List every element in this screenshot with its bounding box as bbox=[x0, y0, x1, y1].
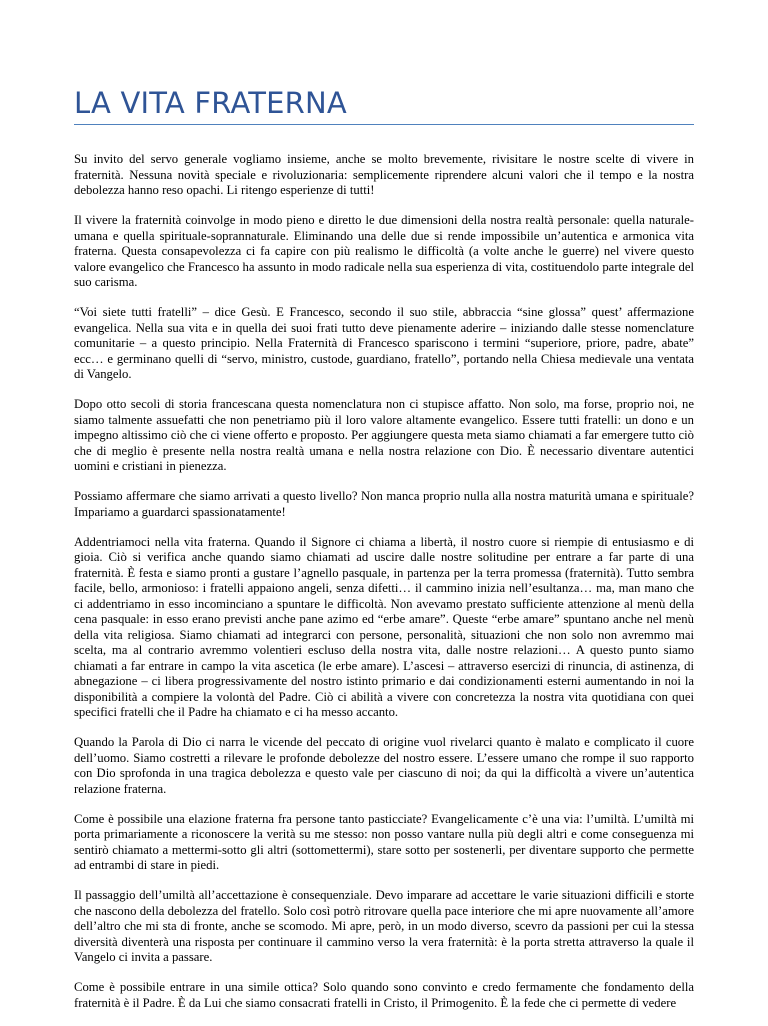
paragraph: Dopo otto secoli di storia francescana questa nomenclatura non ci stupisce affatto. Non solo, ma forse, proprio noi, ne siamo talmente assuefatti che non penetriamo più il loro valore altamente evangelico. Essere tutti fratelli: un dono e un impegno altissimo ciò che ci viene offerto e proposto. Per aggiungere questa meta siamo chiamati a far emergere tutto ciò che di meglio è presente nella nostra realtà umana e nella nostra relazione con Dio. È necessario diventare autentici uomini e cristiani in pienezza. bbox=[74, 397, 694, 473]
document-title: LA VITA FRATERNA bbox=[74, 86, 347, 120]
paragraph: Su invito del servo generale vogliamo insieme, anche se molto brevemente, rivisitare le nostre scelte di vivere in fraternità. Nessuna novità speciale e rivoluzionaria: semplicemente riprendere alcuni valori che il tempo e la nostra debolezza hanno reso opachi. Li ritengo esperienze di tutti! bbox=[74, 152, 694, 197]
paragraph: Quando la Parola di Dio ci narra le vicende del peccato di origine vuol rivelarci quanto è malato e complicato il cuore dell’uomo. Siamo costretti a rilevare le profonde debolezze del nostro essere. L’essere umano che rompe il suo rapporto con Dio sprofonda in una tragica debolezza e questo vale per ciascuno di noi; da qui la difficoltà a vivere un’autentica relazione fraterna. bbox=[74, 735, 694, 796]
paragraph: Come è possibile una elazione fraterna fra persone tanto pasticciate? Evangelicamente c’è una via: l’umiltà. L’umiltà mi porta primariamente a riconoscere la verità su me stesso: non posso vantare nulla più degli altri e come conseguenza mi sentirò chiamato a mettermi-sotto gli altri (sottomettermi), stare sotto per sostenerli, per diventare supporto che permette ad entrambi di stare in piedi. bbox=[74, 811, 694, 872]
paragraph: “Voi siete tutti fratelli” – dice Gesù. E Francesco, secondo il suo stile, abbraccia “sine glossa” quest’ affermazione evangelica. Nella sua vita e in quella dei suoi frati tutto deve pienamente aderire – iniziando dalle stesse nomenclature comunitarie – a questo principio. Nella Fraternità di Francesco spariscono i termini “superiore, priore, padre, abate” ecc… e germinano quelli di “servo, ministro, custode, guardiano, fratello”, portando nella Chiesa medievale una ventata di Vangelo. bbox=[74, 305, 694, 381]
paragraph: Addentriamoci nella vita fraterna. Quando il Signore ci chiama a libertà, il nostro cuore si riempie di entusiasmo e di gioia. Ciò si verifica anche quando siamo chiamati ad uscire dalle nostre solitudine per entrare a far parte di una fraternità. È festa e siamo pronti a gustare l’agnello pasquale, in partenza per la terra promessa (fraternità). Tutto sembra facile, bello, armonioso: i fratelli appaiono angeli, senza difetti… il cammino inizia nell’esultanza… ma, man mano che ci addentriamo in esso incominciano a spuntare le difficoltà. Non avevamo prestato sufficiente attenzione al menù della cena pasquale: in esso erano previsti anche pane azimo ed “erbe amare”. Queste “erbe amare” spuntano anche nel menù della vita religiosa. Siamo chiamati ad integrarci con persone, personalità, situazioni che non solo non avremmo mai scelta, ma al contrario avremmo volentieri escluso della nostra vita, dalle nostre relazioni… A questo punto siamo chiamati a far entrare in campo la vita ascetica (le erbe amare). L’ascesi – attraverso esercizi di rinuncia, di astinenza, di abnegazione – ci libera progressivamente del nostro istinto primario e dai condizionamenti esterni aumentando in noi la disponibilità a compiere la volontà del Padre. Ciò ci abilità a vivere con concretezza la nostra vita quotidiana con quei specifici fratelli che il Padre ha chiamato e ci ha messo accanto. bbox=[74, 534, 694, 719]
paragraph: Il vivere la fraternità coinvolge in modo pieno e diretto le due dimensioni della nostra realtà personale: quella naturale-umana e quella spirituale-soprannaturale. Eliminando una delle due si rende impossibile un’autentica e armonica vita fraterna. Questa consapevolezza ci fa capire con più realismo le difficoltà (a volte anche le guerre) nel vivere questo valore evangelico che Francesco ha assunto in modo radicale nella sua esperienza di vita, costituendolo parte integrale del suo carisma. bbox=[74, 213, 694, 289]
document-body bbox=[74, 152, 694, 1026]
paragraph: Possiamo affermare che siamo arrivati a questo livello? Non manca proprio nulla alla nostra maturità umana e spirituale? Impariamo a guardarci spassionatamente! bbox=[74, 489, 694, 519]
paragraph: Come è possibile entrare in una simile ottica? Solo quando sono convinto e credo fermamente che fondamento della fraternità è il Padre. È da Lui che siamo consacrati fratelli in Cristo, il Primogenito. È la fede che ci permette di vedere bbox=[74, 980, 694, 1010]
title-underline bbox=[74, 124, 694, 125]
paragraph: Il passaggio dell’umiltà all’accettazione è consequenziale. Devo imparare ad accettare le varie situazioni difficili e storte che nascono della debolezza del fratello. Solo così potrò ritrovare quella pace interiore che mi apre nuovamente all’amore dell’altro che mi sta di fronte, anche se scomodo. Mi apre, però, in un modo diverso, scevro da passioni per cui la stessa diversità diventerà una risposta per continuare il cammino verso la vera fraternità: è la porta stretta attraverso la quale il Vangelo ci invita a passare. bbox=[74, 888, 694, 964]
